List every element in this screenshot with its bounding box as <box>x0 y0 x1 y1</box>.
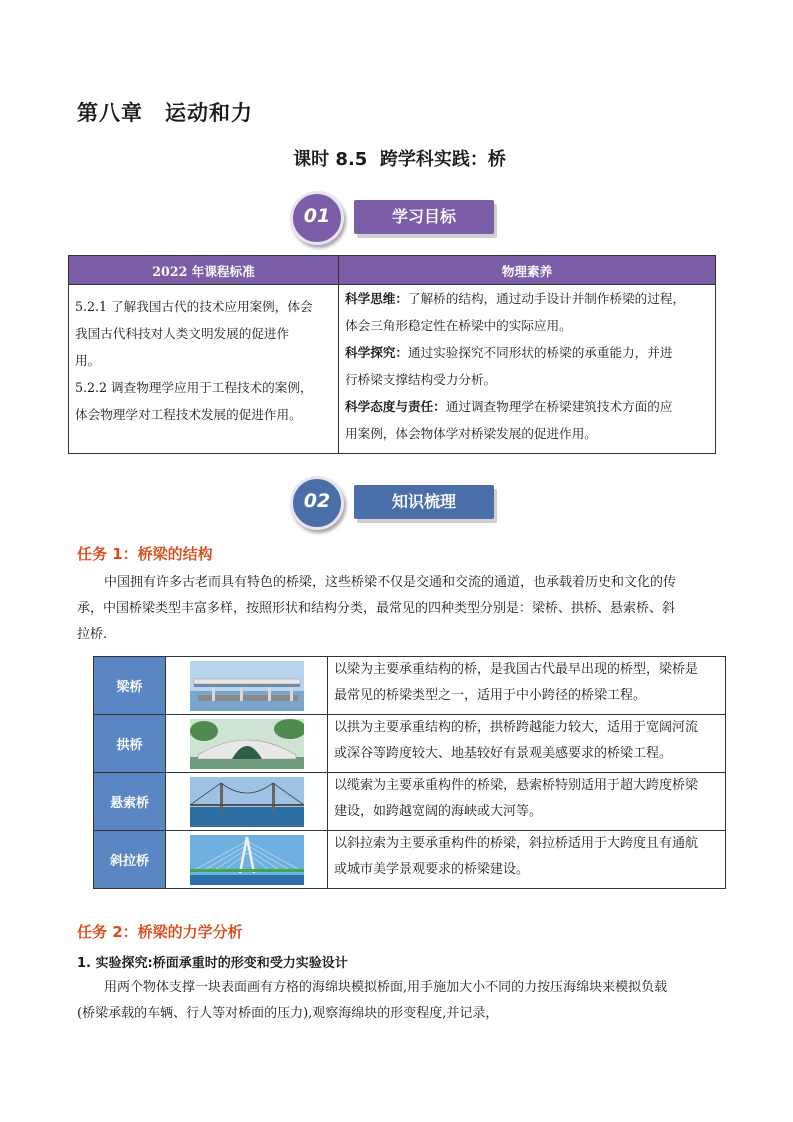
bridge-type-name: 悬索桥 <box>94 773 166 831</box>
beam-bridge-photo <box>190 661 304 711</box>
task2-title: 任务 2：桥梁的力学分析 <box>77 923 243 941</box>
literacy-line: 科学思维：了解桥的结构，通过动手设计并制作桥梁的过程， <box>345 291 686 306</box>
standard-line: 用。 <box>75 353 101 368</box>
paragraph-line: (桥梁承载的车辆、行人等对桥面的压力),观察海绵块的形变程度,并记录， <box>77 1006 499 1021</box>
bridge-image-cell <box>166 831 328 889</box>
literacy-line: 行桥梁支撑结构受力分析。 <box>345 372 497 387</box>
section-number: 01 <box>303 205 331 227</box>
task2-paragraph <box>77 975 727 1027</box>
standard-line: 5.2.1 了解我国古代的技术应用案例，体会 <box>75 299 313 314</box>
standard-line: 5.2.2 调查物理学应用于工程技术的案例， <box>75 380 313 395</box>
bridge-type-name: 拱桥 <box>94 715 166 773</box>
literacy-line: 体会三角形稳定性在桥梁中的实际应用。 <box>345 318 572 333</box>
literacy-line: 用案例，体会物体学对桥梁发展的促进作用。 <box>345 426 597 441</box>
section-badge-knowledge <box>290 476 505 532</box>
standards-header-curriculum: 2022 年课程标准 <box>69 256 339 285</box>
paragraph-line: 用两个物体支撑一块表面画有方格的海绵块模拟桥面,用手施加大小不同的力按压海绵块来模拟负载 <box>104 980 668 995</box>
bridge-types-table <box>93 656 726 889</box>
bridge-image-cell <box>166 715 328 773</box>
experiment-subheading: 1. 实验探究:桥面承重时的形变和受力实验设计 <box>77 956 348 971</box>
standards-header-literacy: 物理素养 <box>339 256 716 285</box>
table-row <box>94 773 726 831</box>
bridge-type-name: 斜拉桥 <box>94 831 166 889</box>
standard-line: 体会物理学对工程技术发展的促进作用。 <box>75 407 302 422</box>
literacy-line: 科学态度与责任：通过调查物理学在桥梁建筑技术方面的应 <box>345 399 673 414</box>
lesson-title: 课时 8.5 跨学科实践：桥 <box>293 149 506 170</box>
bridge-image-cell <box>166 773 328 831</box>
paragraph-line: 承，中国桥梁类型丰富多样，按照形状和结构分类，最常见的四种类型分别是：梁桥、拱桥、悬索桥、斜 <box>77 601 676 616</box>
standard-line: 我国古代科技对人类文明发展的促进作 <box>75 326 290 341</box>
physics-literacy-cell <box>339 285 716 454</box>
bridge-description: 以斜拉索为主要承重构件的桥梁，斜拉桥适用于大跨度且有通航 或城市美学景观要求的桥梁建设。 <box>328 831 726 889</box>
task1-paragraph <box>77 570 727 648</box>
paragraph-line: 中国拥有许多古老而具有特色的桥梁，这些桥梁不仅是交通和交流的通道，也承载着历史和文化的传 <box>104 575 677 590</box>
table-row <box>94 831 726 889</box>
table-row <box>94 657 726 715</box>
bridge-description: 以缆索为主要承重构件的桥梁，悬索桥特别适用于超大跨度桥梁 建设，如跨越宽阔的海峡或大河等。 <box>328 773 726 831</box>
section-badge-objectives <box>290 191 505 247</box>
curriculum-standards-cell <box>69 285 339 454</box>
table-row <box>94 715 726 773</box>
bridge-description: 以拱为主要承重结构的桥，拱桥跨越能力较大，适用于宽阔河流 或深谷等跨度较大、地基较好有景观美感要求的桥梁工程。 <box>328 715 726 773</box>
bridge-image-cell <box>166 657 328 715</box>
arch-bridge-photo <box>190 719 304 769</box>
section-label: 学习目标 <box>354 200 494 234</box>
bridge-type-name: 梁桥 <box>94 657 166 715</box>
bridge-description: 以梁为主要承重结构的桥，是我国古代最早出现的桥型，梁桥是 最常见的桥梁类型之一，适用于中小跨径的桥梁工程。 <box>328 657 726 715</box>
section-number: 02 <box>303 490 331 512</box>
literacy-line: 科学探究：通过实验探究不同形状的桥梁的承重能力，并进 <box>345 345 673 360</box>
cable-stayed-bridge-photo <box>190 835 304 885</box>
task1-title: 任务 1：桥梁的结构 <box>77 545 213 563</box>
suspension-bridge-photo <box>190 777 304 827</box>
chapter-title: 第八章 运动和力 <box>77 101 253 125</box>
paragraph-line: 拉桥. <box>77 627 108 642</box>
standards-table <box>68 255 716 454</box>
section-label: 知识梳理 <box>354 485 494 519</box>
